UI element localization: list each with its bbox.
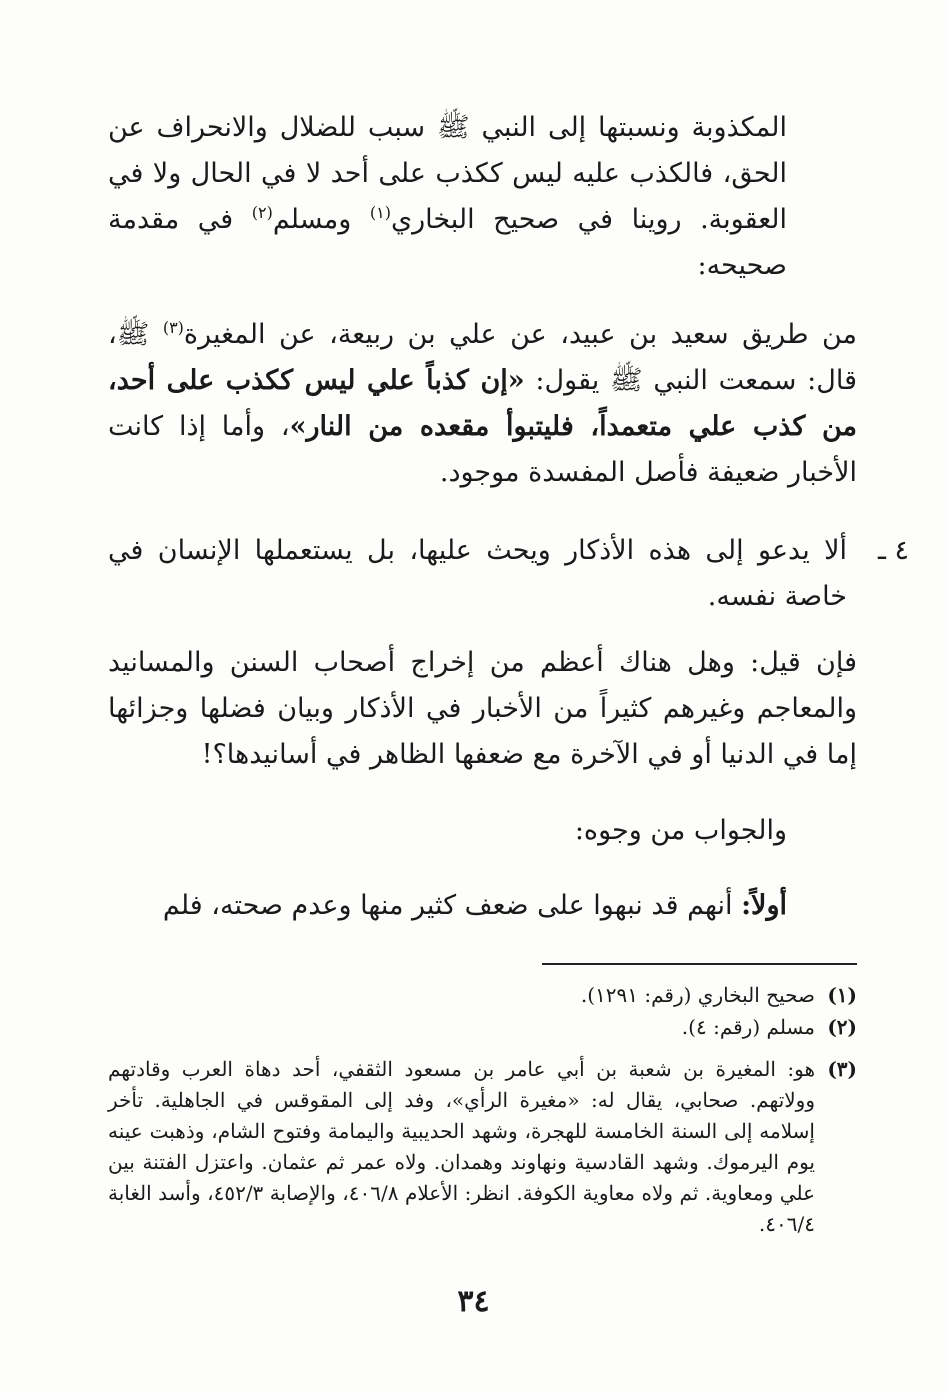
footnote-text: هو: المغيرة بن شعبة بن أبي عامر بن مسعود الثقفي، أحد دهاة العرب وقادتهم وولاتهم. صحابي، يقال له: «مغيرة الرأي»، وفد إلى المقوقس في الجاهلية. تأخر إسلامه إلى السنة الخامسة للهجرة، وشهد الحديبية واليمامة وفتوح الشام، وذهبت عينه يوم اليرموك. وشهد القادسية ونهاوند وهمدان. ولاه عمر ثم عثمان. واعتزل الفتنة بين علي ومعاوية. ثم ولاه معاوية الكوفة. انظر: الأعلام ٤٠٦/٨، والإصابة ٤٥٢/٣، وأسد الغابة ٤٠٦/٤. [108, 1057, 816, 1236]
list-item-4 [108, 528, 909, 620]
footnote-ref-3: (٣) [162, 318, 184, 337]
footnote-divider [542, 963, 857, 965]
paragraph-1-end: في مقدمة صحيحه: [108, 204, 787, 281]
footnote-text: صحيح البخاري (رقم: ١٢٩١). [580, 983, 815, 1007]
footnote-number: (٢) [827, 1015, 857, 1039]
footnote-ref-1: (١) [369, 203, 391, 222]
first-point-label: أولاً: [741, 890, 787, 921]
paragraph-2 [108, 312, 857, 496]
footnote-text: مسلم (رقم: ٤). [681, 1015, 815, 1039]
footnote-1 [108, 980, 857, 1011]
footnote-2 [108, 1012, 857, 1043]
paragraph-2-mid: ﷺ، قال: سمعت النبي ﷺ يقول: [108, 319, 857, 396]
paragraph-1-text: المكذوبة ونسبتها إلى النبي ﷺ سبب للضلال والانحراف عن الحق، فالكذب عليه ليس ككذب على أحد لا في الحال ولا في العقوبة. روينا في صحيح البخاري [108, 112, 788, 235]
first-point-text: أنهم قد نبهوا على ضعف كثير منها وعدم صحته، فلم [162, 890, 742, 921]
list-item-text: ألا يدعو إلى هذه الأذكار ويحث عليها، بل يستعملها الإنسان في خاصة نفسه. [108, 535, 847, 612]
paragraph-first-point [108, 883, 787, 929]
footnote-number: (٣) [827, 1057, 857, 1081]
footnote-ref-2: (٢) [251, 203, 273, 222]
footnote-number: (١) [827, 983, 857, 1007]
paragraph-answer-intro: والجواب من وجوه: [574, 815, 787, 846]
paragraph-1-mid: ومسلم [272, 204, 370, 235]
paragraph-question: فإن قيل: وهل هناك أعظم من إخراج أصحاب السنن والمسانيد والمعاجم وغيرهم كثيراً من الأخبار في الأذكار وبيان فضلها وجزائها إما في الدنيا أو في الآخرة مع ضعفها الظاهر في أسانيدها؟! [108, 647, 857, 770]
paragraph-1 [108, 105, 787, 289]
page-number: ٣٤ [457, 1284, 490, 1319]
hadith-quote: «إن كذباً علي ليس ككذب على أحد، من كذب علي متعمداً، فليتبوأ مقعده من النار» [108, 365, 857, 442]
paragraph-2-end: ، وأما إذا كانت الأخبار ضعيفة فأصل المفسدة موجود. [108, 411, 857, 488]
paragraph-2-text: من طريق سعيد بن عبيد، عن علي بن ربيعة، عن المغيرة [183, 319, 857, 350]
footnote-3 [108, 1054, 857, 1240]
list-number: ٤ ـ [877, 535, 909, 566]
